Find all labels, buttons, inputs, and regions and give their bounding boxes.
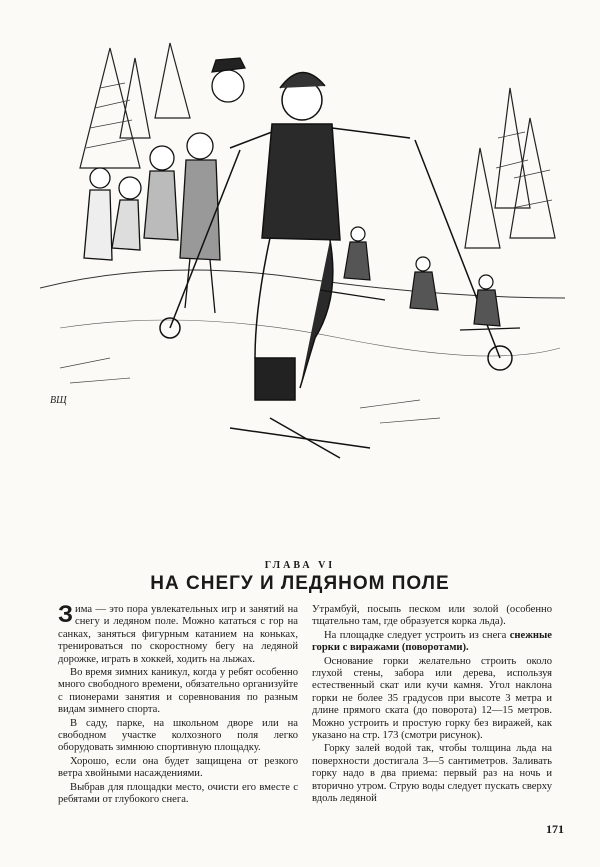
snow-strokes: [60, 358, 440, 423]
drop-cap: З: [58, 601, 74, 628]
left-paragraph-1: [58, 601, 298, 666]
left-paragraph-2: Во время зимних каникул, когда у ребят особенно много свободного времени, обязательно организуйте с пионерами занятия и соревнования по разным видам зимнего спорта.: [58, 667, 298, 716]
main-skier: [160, 72, 512, 458]
artist-signature: ВЩ: [50, 395, 67, 406]
page-number: 171: [546, 822, 564, 836]
distant-skiers: [320, 227, 520, 330]
right-paragraph-2: [312, 630, 552, 655]
chapter-label: ГЛАВА VI: [264, 560, 336, 571]
skiing-illustration: [40, 28, 565, 468]
right-paragraph-2-bold: снежные горки с виражами (поворотами).: [312, 629, 552, 654]
left-column: [58, 601, 298, 808]
left-paragraph-5: Выбрав для площадки место, очисти его вместе с ребятами от глубокого снега.: [58, 781, 298, 806]
left-paragraph-4: Хорошо, если она будет защищена от резкого ветра хвойными насаждениями.: [58, 755, 298, 780]
chapter-title: НА СНЕГУ И ЛЕДЯНОМ ПОЛЕ: [150, 573, 450, 594]
right-paragraph-2-text: На площадке следует устроить из снега: [324, 629, 510, 641]
left-paragraph-1-text: има — это пора увлекательных игр и занятий на снегу и ледяном поле. Можно кататься с гор на санках, заняться фигурным катанием на коньках, тренироваться по скоростному бегу на ледяной дорожке, играть в хоккей, ходить на лыжах.: [58, 604, 298, 665]
text-columns: [58, 601, 558, 834]
right-paragraph-3: Основание горки желательно строить около глухой стены, забора или дерева, используя естественный скат или кучи камня. Угол наклона горки не более 35 градусов при высоте 3 метра и длине прямого ската (до поворота) 12—15 метров. Можно устроить и простую горку без виражей, как указано на стр. 173 (смотри рисунок).: [312, 655, 552, 742]
left-paragraph-3: В саду, парке, на школьном дворе или на свободном участке колхозного поля легко оборудовать зимнюю спортивную площадку.: [58, 717, 298, 754]
right-paragraph-4: Горку залей водой так, чтобы толщина льда на поверхности достигала 3—5 сантиметров. Заливать горку надо в два приема: первый раз на ночь и вторично утром. Струю воды следует пускать сверху вдоль ледяной: [312, 743, 552, 805]
right-paragraph-1: Утрамбуй, посыпь песком или золой (особенно тщательно там, где образуется корка льда).: [312, 604, 552, 628]
right-column: [312, 604, 552, 807]
